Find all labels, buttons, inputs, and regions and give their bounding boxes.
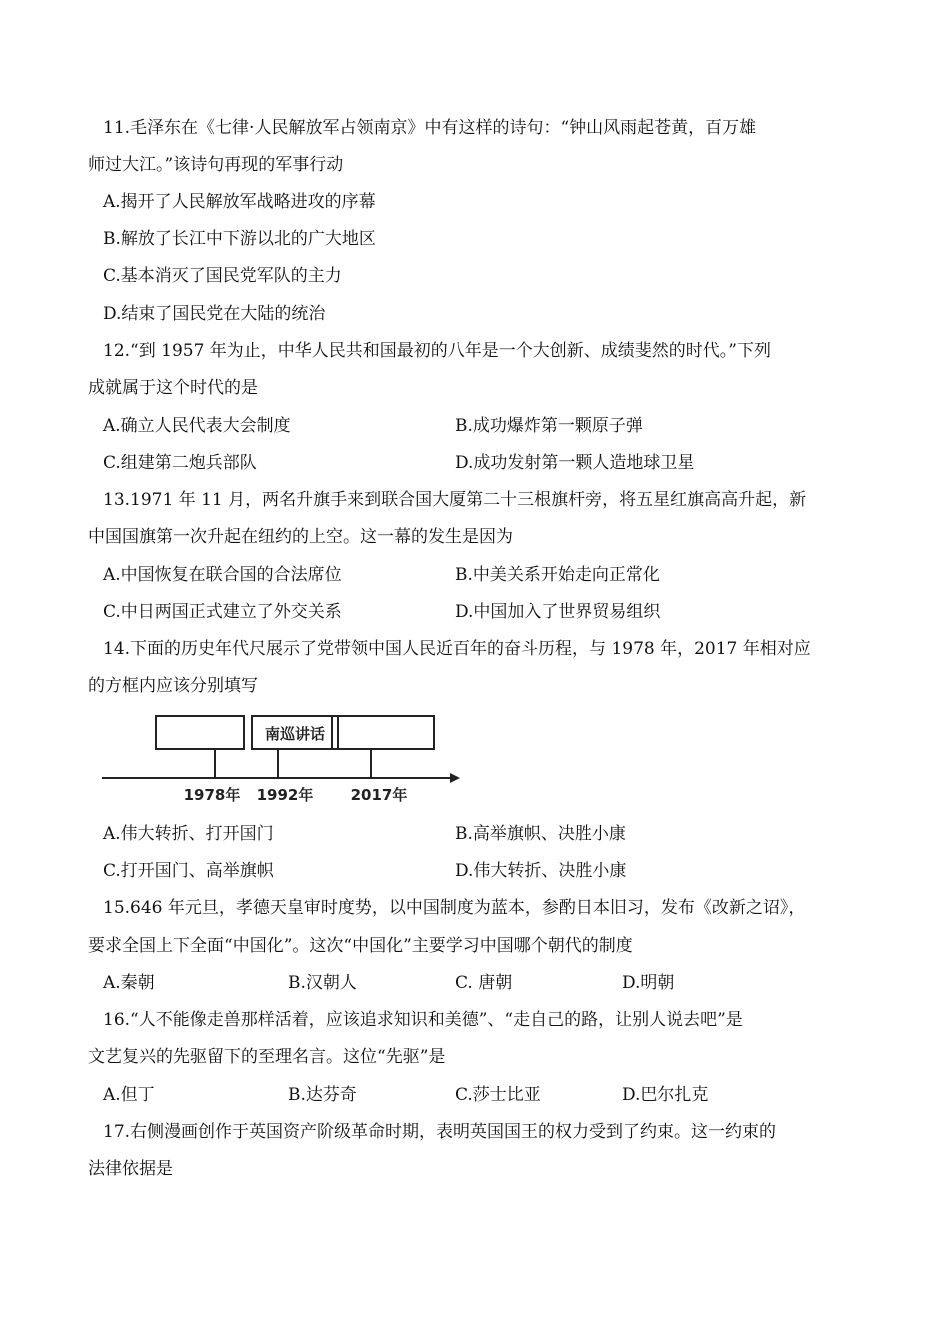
question-13-option-c[interactable]: C.中日两国正式建立了外交关系 — [103, 602, 342, 622]
question-15-option-d[interactable]: D.明朝 — [622, 973, 675, 993]
year-label-1992: 1992年 — [256, 786, 314, 804]
question-12-option-d[interactable]: D.成功发射第一颗人造地球卫星 — [455, 453, 695, 473]
question-16-option-b[interactable]: B.达芬奇 — [288, 1085, 357, 1105]
question-13-option-d[interactable]: D.中国加入了世界贸易组织 — [455, 602, 661, 622]
blank-box-2017 — [332, 716, 434, 749]
question-13-option-a[interactable]: A.中国恢复在联合国的合法席位 — [103, 565, 342, 585]
question-16-stem-line-1: 16.“人不能像走兽那样活着，应该追求知识和美德”、“走自己的路，让别人说去吧”是 — [103, 1010, 743, 1030]
timeline-arrowhead — [450, 773, 460, 783]
question-11-option-a[interactable]: A.揭开了人民解放军战略进攻的序幕 — [103, 192, 376, 212]
question-11-option-d[interactable]: D.结束了国民党在大陆的统治 — [103, 304, 326, 324]
year-label-1978: 1978年 — [183, 786, 241, 804]
question-12-option-c[interactable]: C.组建第二炮兵部队 — [103, 453, 257, 473]
question-12-option-a[interactable]: A.确立人民代表大会制度 — [103, 416, 291, 436]
question-15-option-c[interactable]: C. 唐朝 — [455, 973, 513, 993]
question-15-option-b[interactable]: B.汉朝人 — [288, 973, 357, 993]
question-11-stem-line-1: 11.毛泽东在《七律·人民解放军占领南京》中有这样的诗句：“钟山风雨起苍黄，百万雄 — [103, 118, 757, 138]
question-14-option-b[interactable]: B.高举旗帜、决胜小康 — [455, 824, 626, 844]
question-14-option-c[interactable]: C.打开国门、高举旗帜 — [103, 861, 274, 881]
question-11-stem-line-2: 师过大江。”该诗句再现的军事行动 — [88, 155, 344, 175]
question-13-stem-line-2: 中国国旗第一次升起在纽约的上空。这一幕的发生是因为 — [88, 527, 513, 547]
question-15-stem-line-2: 要求全国上下全面“中国化”。这次“中国化”主要学习中国哪个朝代的制度 — [88, 936, 633, 956]
year-label-2017: 2017年 — [350, 786, 408, 804]
question-16-option-c[interactable]: C.莎士比亚 — [455, 1085, 541, 1105]
question-12-option-b[interactable]: B.成功爆炸第一颗原子弹 — [455, 416, 643, 436]
question-16-option-a[interactable]: A.但丁 — [103, 1085, 155, 1105]
timeline-svg — [100, 712, 462, 808]
question-12-stem-line-1: 12.“到 1957 年为止，中华人民共和国最初的八年是一个大创新、成绩斐然的时代。”下列 — [103, 341, 771, 361]
question-11-option-b[interactable]: B.解放了长江中下游以北的广大地区 — [103, 229, 376, 249]
question-14-stem-line-1: 14.下面的历史年代尺展示了党带领中国人民近百年的奋斗历程，与 1978 年，2017 年相对应 — [103, 639, 811, 659]
question-17-stem-line-1: 17.右侧漫画创作于英国资产阶级革命时期，表明英国国王的权力受到了约束。这一约束的 — [103, 1122, 777, 1142]
question-14-option-a[interactable]: A.伟大转折、打开国门 — [103, 824, 274, 844]
question-16-option-d[interactable]: D.巴尔扎克 — [622, 1085, 709, 1105]
history-timeline-figure — [100, 712, 462, 808]
question-13-option-b[interactable]: B.中美关系开始走向正常化 — [455, 565, 660, 585]
question-15-stem-line-1: 15.646 年元旦，孝德天皇审时度势，以中国制度为蓝本，参酌日本旧习，发布《改新之诏》， — [103, 898, 806, 918]
question-15-option-a[interactable]: A.秦朝 — [103, 973, 155, 993]
question-14-option-d[interactable]: D.伟大转折、决胜小康 — [455, 861, 627, 881]
southern-tour-label: 南巡讲话 — [264, 725, 326, 743]
question-11-option-c[interactable]: C.基本消灭了国民党军队的主力 — [103, 266, 342, 286]
blank-box-1978 — [156, 716, 244, 749]
question-14-stem-line-2: 的方框内应该分别填写 — [88, 676, 258, 696]
question-12-stem-line-2: 成就属于这个时代的是 — [88, 378, 258, 398]
question-17-stem-line-2: 法律依据是 — [88, 1159, 173, 1179]
question-16-stem-line-2: 文艺复兴的先驱留下的至理名言。这位“先驱”是 — [88, 1047, 446, 1067]
question-13-stem-line-1: 13.1971 年 11 月，两名升旗手来到联合国大厦第二十三根旗杆旁，将五星红旗高高升起，新 — [103, 490, 807, 510]
